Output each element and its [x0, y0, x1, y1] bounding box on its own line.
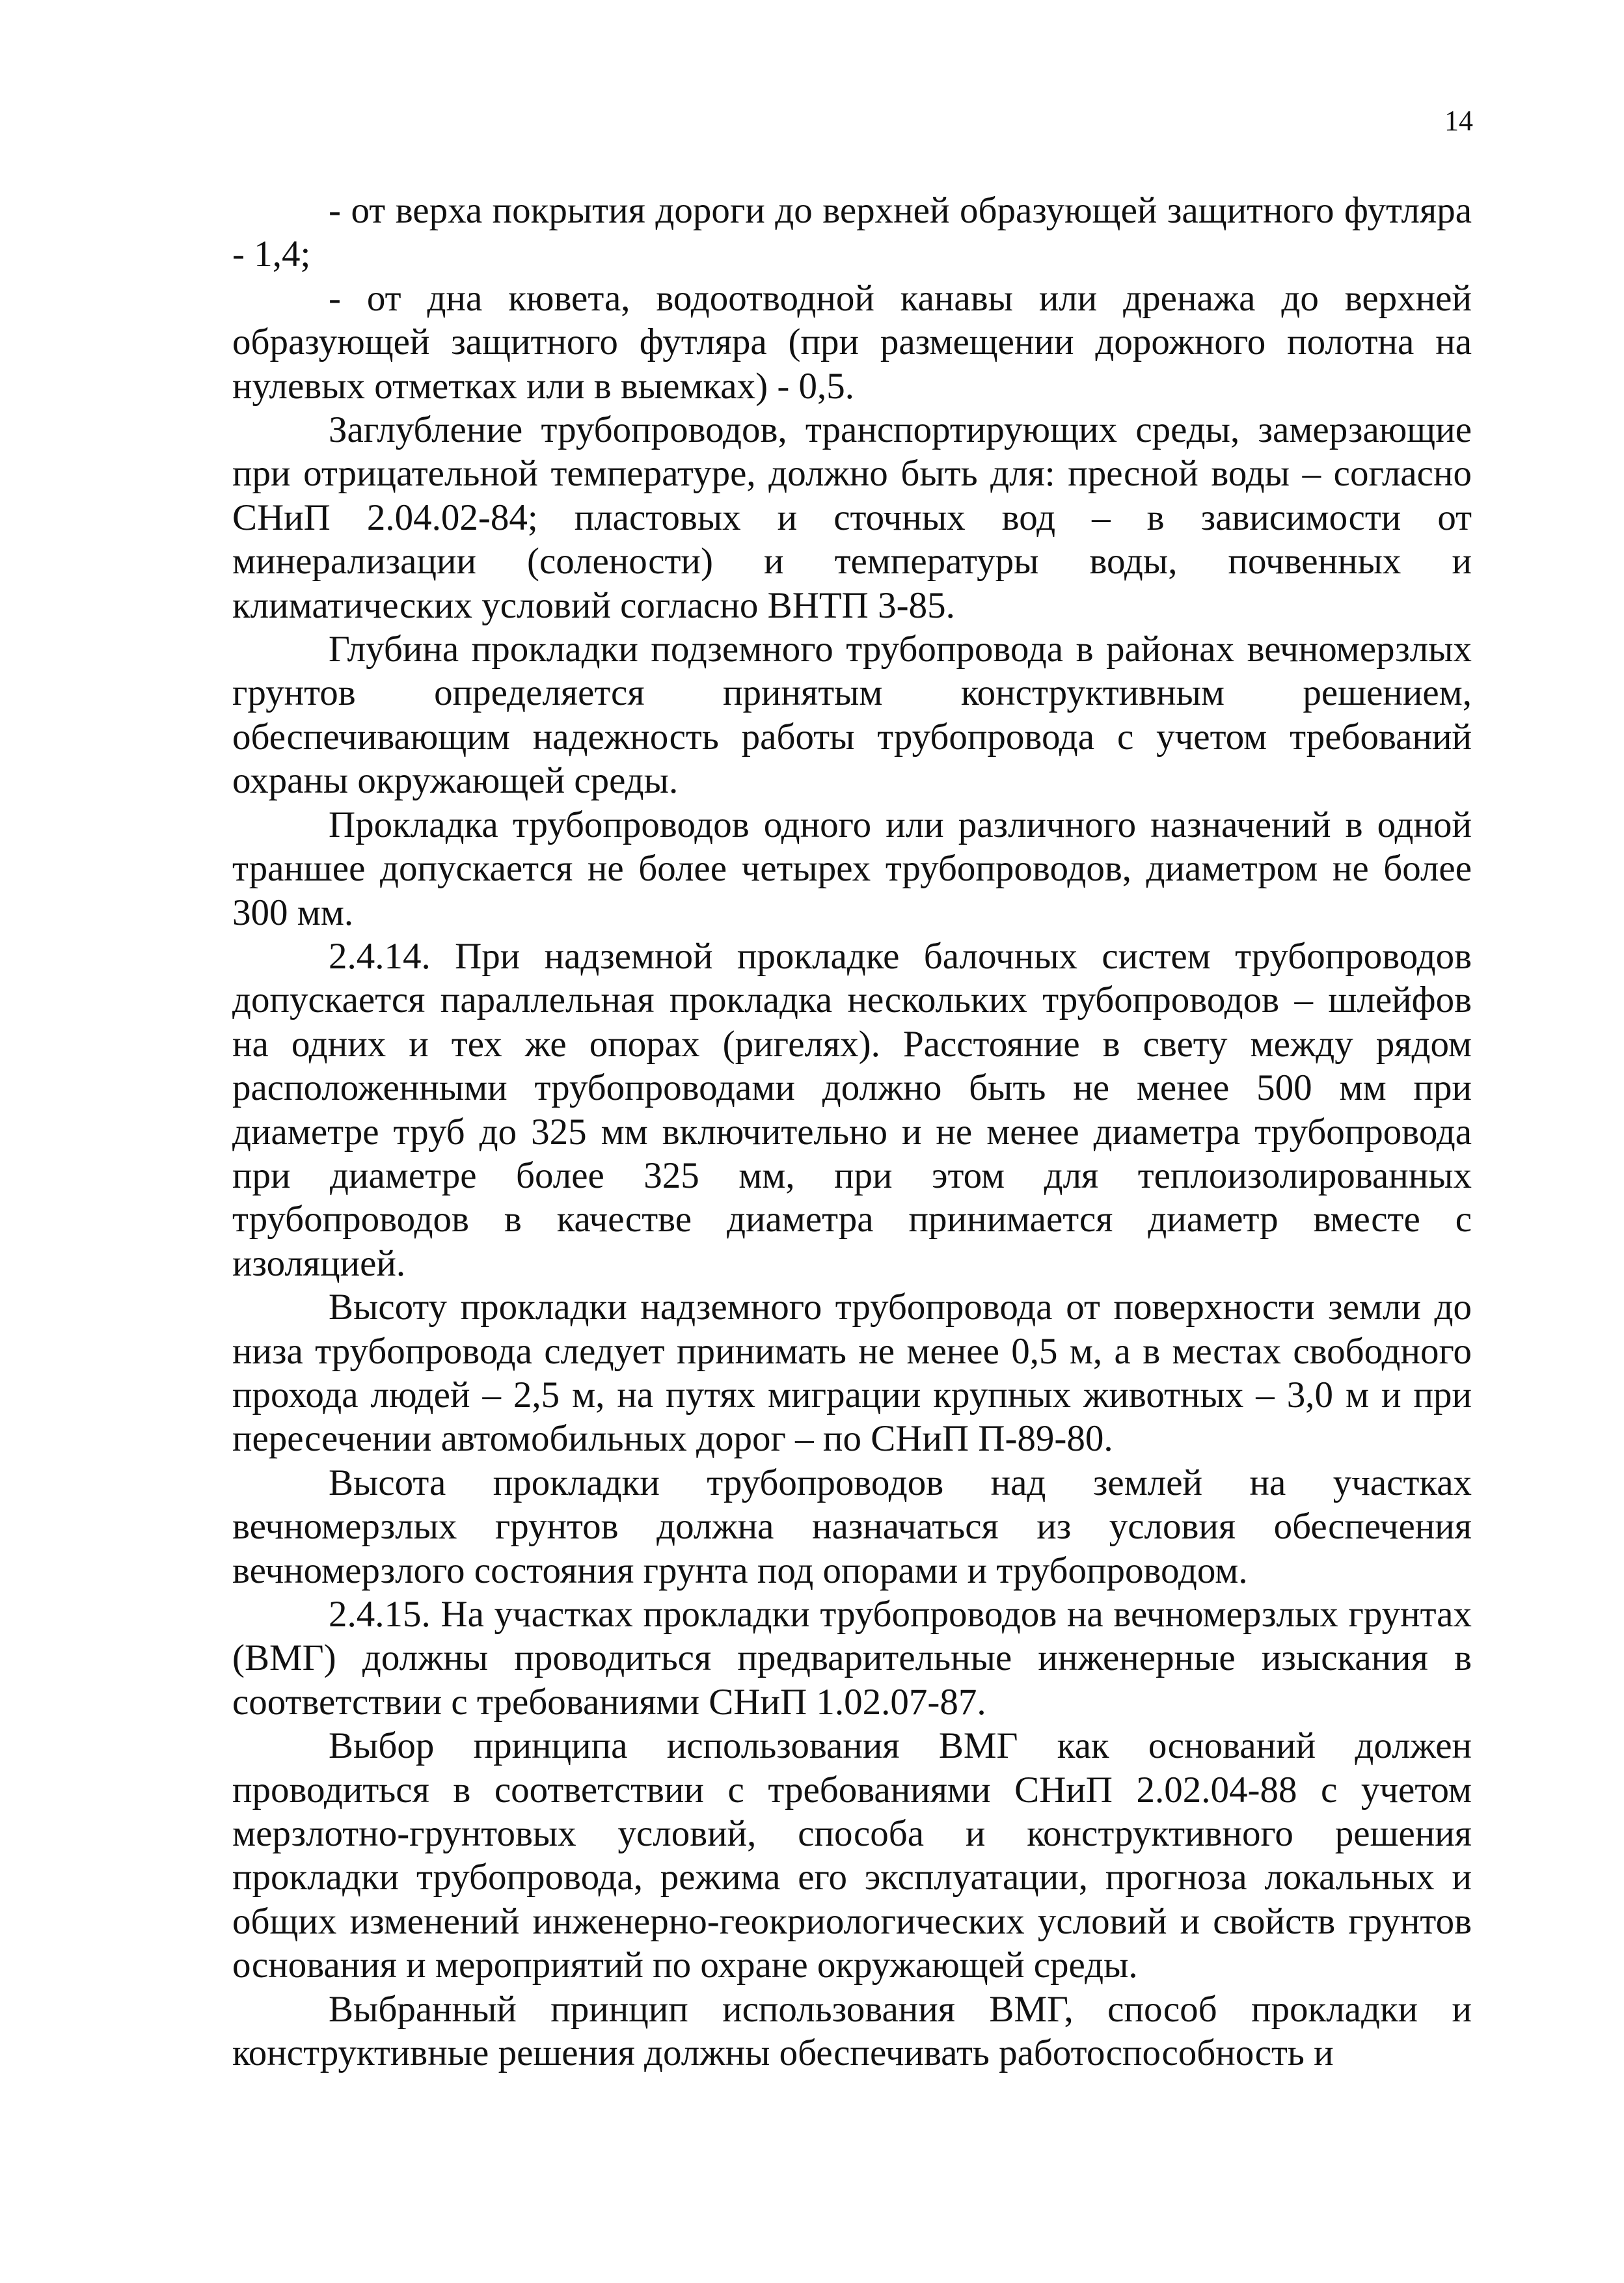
paragraph-permafrost-depth: Глубина прокладки подземного трубопровода в районах вечномерзлых грунтов определяется принятым конструктивным решением, обеспечивающим надежность работы трубопровода с учетом требований охраны окружающей среды.	[232, 629, 1472, 802]
paragraph-cover-top-depth: - от верха покрытия дороги до верхней образующей защитного футляра - 1,4;	[232, 190, 1472, 275]
paragraph-vmg-principle-choice: Выбор принципа использования ВМГ как оснований должен проводиться в соответствии с требованиями СНиП 2.02.04-88 с учетом мерзлотно-грунтовых условий, способа и конструктивного решения прокладки трубопровода, режима его эксплуатации, прогноза локальных и общих изменений инженерно-геокриологических условий и свойств грунтов основания и мероприятий по охране окружающей среды.	[232, 1725, 1472, 1986]
paragraph-vmg-selected-principle: Выбранный принцип использования ВМГ, способ прокладки и конструктивные решения должны обеспечивать работоспособность и	[232, 1988, 1472, 2074]
document-body	[232, 189, 1472, 2075]
paragraph-section-2-4-14: 2.4.14. При надземной прокладке балочных систем трубопроводов допускается параллельная прокладка нескольких трубопроводов – шлейфов на одних и тех же опорах (ригелях). Расстояние в свету между рядом расположенными трубопроводами должно быть не менее 500 мм при диаметре труб до 325 мм включительно и не менее диаметра трубопровода при диаметре более 325 мм, при этом для теплоизолированных трубопроводов в качестве диаметра принимается диаметр вместе с изоляцией.	[232, 935, 1472, 1284]
paragraph-above-ground-height: Высоту прокладки надземного трубопровода от поверхности земли до низа трубопровода следует принимать не менее 0,5 м, а в местах свободного прохода людей – 2,5 м, на путях миграции крупных животных – 3,0 м и при пересечении автомобильных дорог – по СНиП П-89-80.	[232, 1287, 1472, 1460]
paragraph-section-2-4-15: 2.4.15. На участках прокладки трубопроводов на вечномерзлых грунтах (ВМГ) должны проводиться предварительные инженерные изыскания в соответствии с требованиями СНиП 1.02.07-87.	[232, 1594, 1472, 1723]
paragraph-trench-laying: Прокладка трубопроводов одного или различного назначений в одной траншее допускается не более четырех трубопроводов, диаметром не более 300 мм.	[232, 804, 1472, 933]
paragraph-permafrost-height: Высота прокладки трубопроводов над землей на участках вечномерзлых грунтов должна назначаться из условия обеспечения вечномерзлого состояния грунта под опорами и трубопроводом.	[232, 1462, 1472, 1591]
paragraph-freezing-media-depth: Заглубление трубопроводов, транспортирующих среды, замерзающие при отрицательной температуре, должно быть для: пресной воды – согласно СНиП 2.04.02-84; пластовых и сточных вод – в зависимости от минерализации (солености) и температуры воды, почвенных и климатических условий согласно ВНТП 3-85.	[232, 409, 1472, 626]
page-number: 14	[1444, 105, 1473, 137]
paragraph-ditch-bottom-depth: - от дна кювета, водоотводной канавы или дренажа до верхней образующей защитного футляра (при размещении дорожного полотна на нулевых отметках или в выемках) - 0,5.	[232, 277, 1472, 407]
